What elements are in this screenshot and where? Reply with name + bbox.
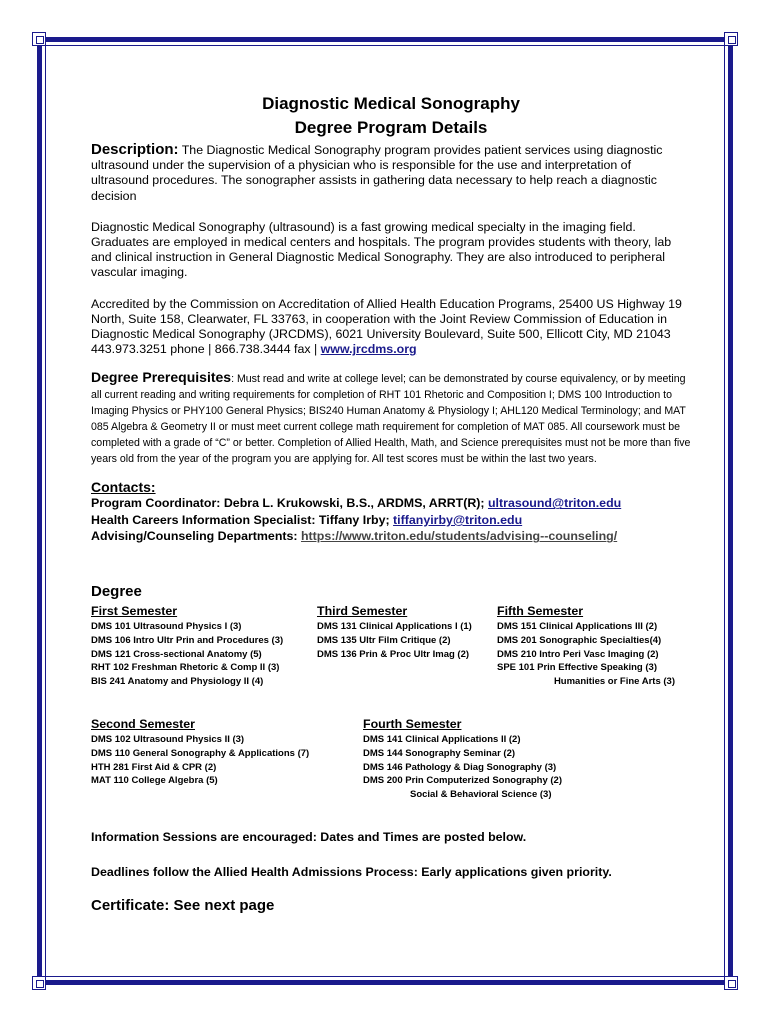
jrcdms-link[interactable]: www.jrcdms.org xyxy=(320,342,417,357)
course-item: DMS 131 Clinical Applications I (1) xyxy=(317,621,472,632)
contacts-heading: Contacts: xyxy=(91,479,156,496)
specialist-line xyxy=(91,512,691,529)
fifth-semester-heading: Fifth Semester xyxy=(497,604,584,618)
course-item: DMS 144 Sonography Seminar (2) xyxy=(363,747,516,759)
course-item: RHT 102 Freshman Rhetoric & Comp II (3) xyxy=(91,662,280,674)
border-corner-ornament xyxy=(724,976,738,990)
fourth-semester xyxy=(363,716,578,802)
advising-label: Advising/Counseling Departments: xyxy=(91,529,301,544)
certificate-note: Certificate: See next page xyxy=(91,897,275,914)
prerequisites-text: : Must read and write at college level; can be demonstrated by course equivalency, or by meeting all current reading and writing requirements for completion of RHT 101 Rhetoric and Composition I; DMS 100 Introduction to Imaging Physics or PHY100 General Physics; BIS240 Human Anatomy & Physiology I; AHL120 Medical Terminology; and MAT 085 Algebra & Geometry II or must meet current college math requirement for completion of MAT 085. All coursework must be completed with a grade of “C” or better. Completion of Allied Health, Math, and Science prerequisites must not be more than five years old from the year of the program you are applying for. All test scores must be within the last two years. xyxy=(91,373,691,466)
course-item: DMS 110 General Sonography & Applications (7) xyxy=(91,747,310,759)
border-corner-ornament xyxy=(724,32,738,46)
specialist-label: Health Careers Information Specialist: Tiffany Irby; xyxy=(91,512,394,527)
degree-heading: Degree xyxy=(91,583,142,600)
first-semester-heading: First Semester xyxy=(91,604,178,618)
coordinator-email-link[interactable]: ultrasound@triton.edu xyxy=(487,496,622,511)
course-item: DMS 121 Cross-sectional Anatomy (5) xyxy=(91,648,262,660)
fourth-semester-heading: Fourth Semester xyxy=(363,717,462,731)
coordinator-label: Program Coordinator: Debra L. Krukowski, B.S., ARDMS, ARRT(R); xyxy=(91,496,488,511)
advising-link[interactable]: https://www.triton.edu/students/advising--counseling/ xyxy=(300,529,618,544)
second-semester-heading: Second Semester xyxy=(91,717,195,731)
second-semester xyxy=(91,716,309,788)
course-item: DMS 141 Clinical Applications II (2) xyxy=(363,734,521,745)
prerequisites-label: Degree Prerequisites xyxy=(91,369,232,386)
specialist-email-link[interactable]: tiffanyirby@triton.edu xyxy=(393,512,523,527)
third-semester xyxy=(317,603,472,661)
prerequisites-paragraph xyxy=(91,369,691,467)
course-item: SPE 101 Prin Effective Speaking (3) xyxy=(497,662,657,674)
description-text: The Diagnostic Medical Sonography program provides patient services using diagnostic ultrasound under the supervision of a physician who is responsible for the use and interpretation of ultrasound procedures. The sonographer assists in gathering data necessary to help reach a diagnostic decision xyxy=(91,143,663,203)
accreditation-text: Accredited by the Commission on Accreditation of Allied Health Education Programs, 25400 US Highway 19 North, Suite 158, Clearwater, FL 33763, in cooperation with the Joint Review Commission of Education in Diagnostic Medical Sonography (JRCDMS), 6021 University Boulevard, Suite 500, Ellicott City, MD 21043 443.973.3251 phone | 866.738.3444 fax | xyxy=(91,296,682,357)
course-item: MAT 110 College Algebra (5) xyxy=(91,775,218,787)
overview-paragraph: Diagnostic Medical Sonography (ultrasound) is a fast growing medical specialty in the imaging field. Graduates are employed in medical centers and hospitals. The program provides students with theory, lab and clinical instruction in General Diagnostic Medical Sonography. They are also introduced to peripheral vascular imaging. xyxy=(91,219,672,280)
first-semester xyxy=(91,603,283,689)
description-label: Description: xyxy=(91,141,179,158)
border-corner-ornament xyxy=(32,976,46,990)
third-semester-heading: Third Semester xyxy=(317,604,408,618)
course-item: DMS 201 Sonographic Specialties(4) xyxy=(497,634,662,646)
course-item: DMS 135 Ultr Film Critique (2) xyxy=(317,634,451,646)
course-item: DMS 210 Intro Peri Vasc Imaging (2) xyxy=(497,648,659,660)
accreditation-paragraph xyxy=(91,297,691,358)
course-item: DMS 102 Ultrasound Physics II (3) xyxy=(91,734,245,745)
coordinator-line xyxy=(91,495,691,512)
course-item: DMS 151 Clinical Applications III (2) xyxy=(497,621,658,632)
course-item: DMS 136 Prin & Proc Ultr Imag (2) xyxy=(317,648,470,660)
document-body xyxy=(91,92,691,545)
border-corner-ornament xyxy=(32,32,46,46)
course-item: DMS 200 Prin Computerized Sonography (2) xyxy=(363,775,562,787)
course-item: DMS 146 Pathology & Diag Sonography (3) xyxy=(363,761,557,773)
page-title: Diagnostic Medical Sonography xyxy=(262,94,520,113)
page-subtitle: Degree Program Details xyxy=(294,118,488,137)
info-sessions-note: Information Sessions are encouraged: Dates and Times are posted below. xyxy=(91,830,527,844)
course-item: DMS 106 Intro Ultr Prin and Procedures (3) xyxy=(91,634,284,646)
course-item: BIS 241 Anatomy and Physiology II (4) xyxy=(91,676,264,688)
fifth-semester xyxy=(497,603,675,689)
description-paragraph xyxy=(91,142,691,204)
course-item: DMS 101 Ultrasound Physics I (3) xyxy=(91,621,242,632)
course-item: Social & Behavioral Science (3) xyxy=(410,789,552,801)
course-item: HTH 281 First Aid & CPR (2) xyxy=(91,761,217,773)
course-item: Humanities or Fine Arts (3) xyxy=(553,676,675,688)
advising-line xyxy=(91,528,691,545)
deadlines-note: Deadlines follow the Allied Health Admissions Process: Early applications given priority. xyxy=(91,865,612,879)
